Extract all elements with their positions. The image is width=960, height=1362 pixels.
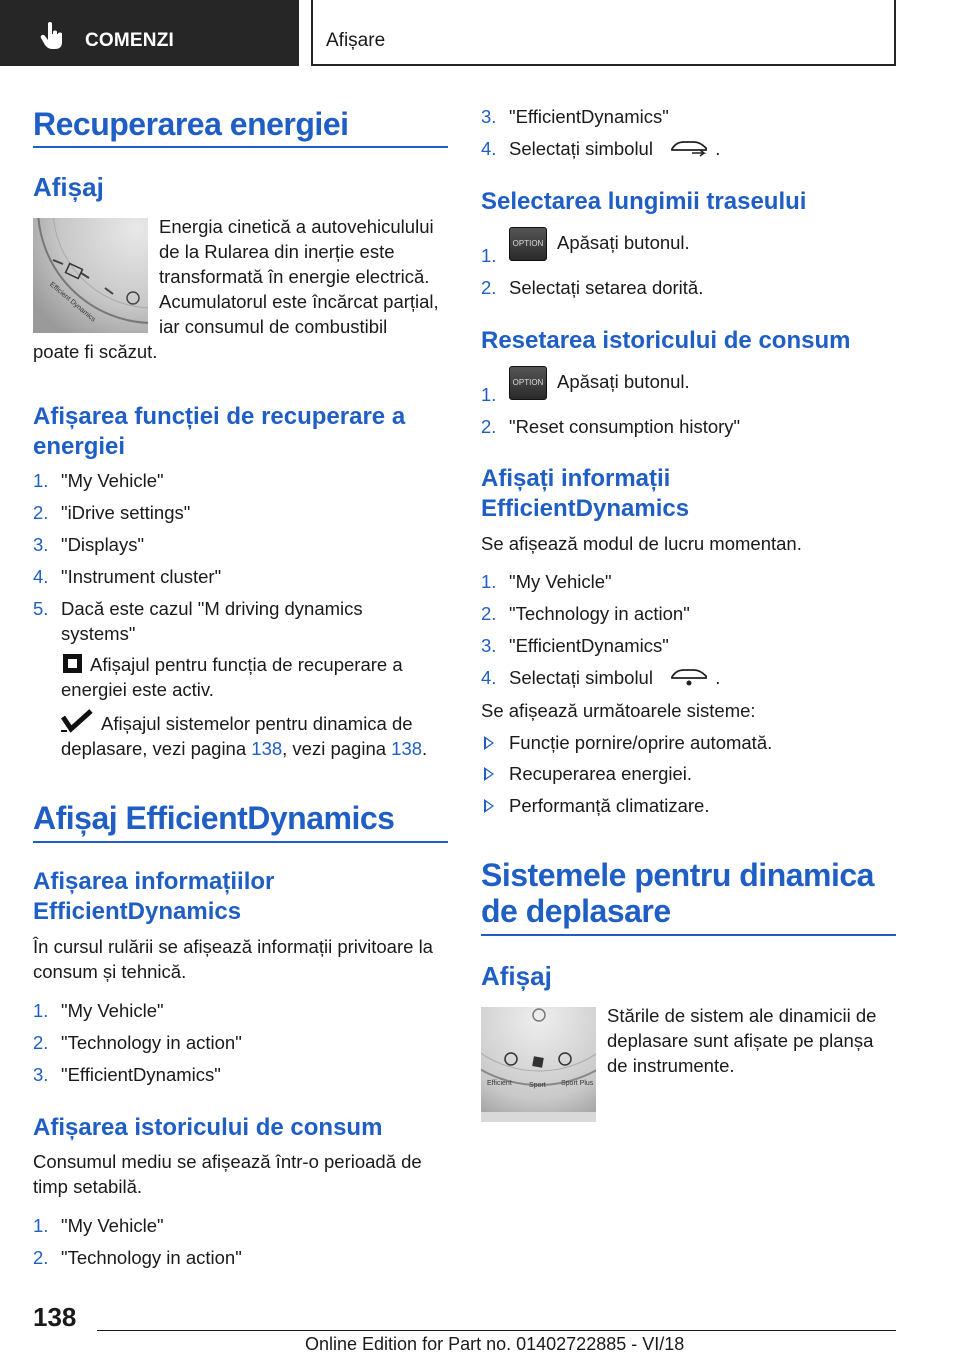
system-status-paragraph: Stările de sistem ale dinamicii de deplasare sunt afișate pe planșa de instrumente. xyxy=(607,1005,877,1076)
footer-rule xyxy=(97,1330,896,1331)
page-link-138-second[interactable]: 138 xyxy=(391,738,423,759)
title-rule xyxy=(33,146,448,148)
heading-afisarea-istoricului: Afișarea istoricului de consum xyxy=(33,1114,383,1141)
title-rule xyxy=(481,934,896,936)
systems-intro: Se afișează următoarele sisteme: xyxy=(481,700,756,721)
footer-edition: Online Edition for Part no. 01402722885 - VI/18 xyxy=(305,1334,685,1354)
afisati-paragraph: Se afișează modul de lucru momentan. xyxy=(481,533,802,554)
heading-afisarea-functiei: Afișarea funcției de recuperare a energiei xyxy=(33,403,406,460)
driving-modes-gauge-image xyxy=(481,1007,596,1122)
info-paragraph: În cursul rulării se afișează informații privitoare la consum și tehnică. xyxy=(33,936,433,982)
title-rule xyxy=(33,841,448,843)
checkmark-dynamics-icon xyxy=(61,709,93,733)
square-indicator-icon xyxy=(63,654,82,673)
header-section-tab[interactable] xyxy=(0,0,299,66)
header-chapter-label: Afișare xyxy=(326,30,386,51)
heading-afisarea-informatiilor: Afișarea informațiilor EfficientDynamics xyxy=(33,868,275,925)
header-chapter xyxy=(311,0,896,66)
bullet-triangle-icon xyxy=(484,767,494,781)
note-driving-dynamics: Afișajul sistemelor pentru dinamica de deplasare, vezi pagina 138, vezi pagina 138. xyxy=(61,709,451,761)
istoric-paragraph: Consumul mediu se afișează într-o perioadă de timp setabilă. xyxy=(33,1151,422,1197)
energy-recovery-gauge-image xyxy=(33,218,148,333)
mode-label-sport: Sport xyxy=(529,1082,546,1089)
heading-afisaj: Afișaj xyxy=(33,172,104,202)
bullet-triangle-icon xyxy=(484,799,494,813)
heading-resetarea-istoricului: Resetarea istoricului de consum xyxy=(481,327,851,354)
option-button-icon: OPTION xyxy=(509,366,547,400)
header-section-label: COMENZI xyxy=(85,30,175,51)
page-number: 138 xyxy=(33,1302,77,1332)
heading-afisati-informatii: Afișați informații EfficientDynamics xyxy=(481,465,690,522)
title-recuperarea-energiei: Recuperarea energiei xyxy=(33,106,349,142)
heading-selectarea-lungimii: Selectarea lungimii traseului xyxy=(481,188,807,215)
option-button-icon: OPTION xyxy=(509,227,547,261)
title-sistemele-dinamica: Sistemele pentru dinamica de deplasare xyxy=(481,857,874,929)
car-efficientdynamics-icon xyxy=(670,667,710,687)
car-recuperation-icon xyxy=(670,139,710,157)
intro-paragraph-part1: Energia cinetică a autovehiculului de la Rularea din inerție este transformată în energie electrică. Acumulatorul este încărcat parțial, iar consumul de combustibil xyxy=(159,216,439,337)
mode-label-sport-plus: Sport Plus xyxy=(561,1080,594,1087)
hand-pointer-icon xyxy=(40,22,64,50)
gauge-label: Efficient Dynamics xyxy=(48,281,97,324)
title-afisaj-efficientdynamics: Afișaj EfficientDynamics xyxy=(33,800,395,836)
heading-afisaj-2: Afișaj xyxy=(481,961,552,991)
intro-paragraph-part2: poate fi scăzut. xyxy=(33,341,158,362)
bullet-triangle-icon xyxy=(484,736,494,750)
mode-label-efficient: Efficient xyxy=(487,1080,512,1087)
page-link-138[interactable]: 138 xyxy=(251,738,283,759)
note-energy-recovery-active: Afișajul pentru funcția de recuperare a energiei este activ. xyxy=(61,654,403,700)
